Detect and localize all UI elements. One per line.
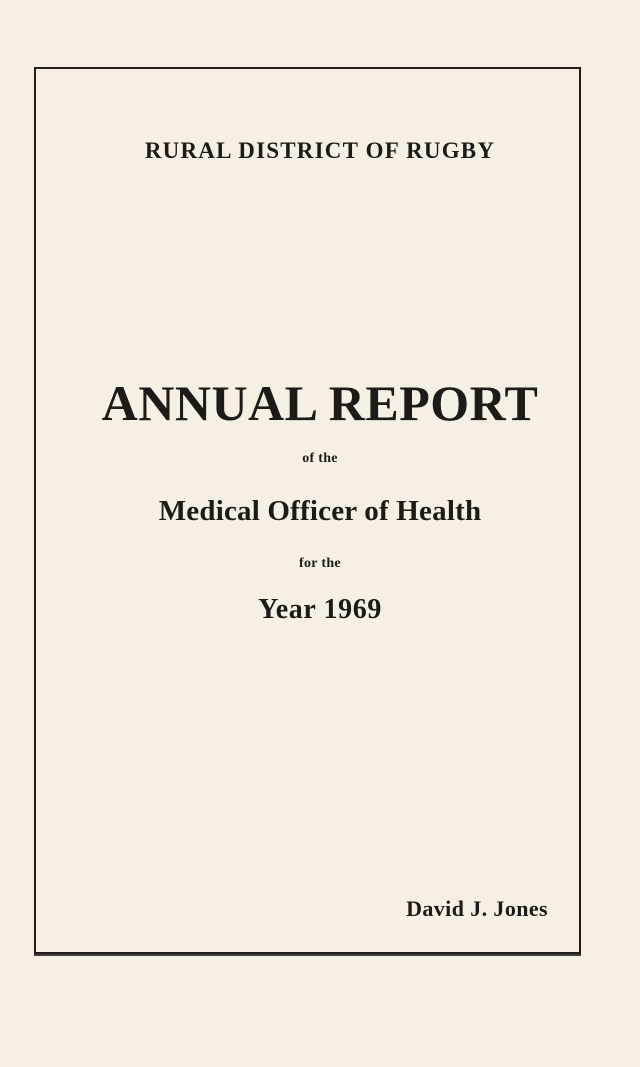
author-name: David J. Jones: [406, 896, 548, 921]
report-subject: Medical Officer of Health: [158, 495, 482, 527]
report-year: Year 1969: [258, 594, 382, 625]
connector-for-the: for the: [299, 556, 341, 571]
report-title: ANNUAL REPORT: [101, 375, 539, 431]
connector-of-the: of the: [302, 451, 338, 466]
district-heading: RURAL DISTRICT OF RUGBY: [144, 138, 496, 163]
